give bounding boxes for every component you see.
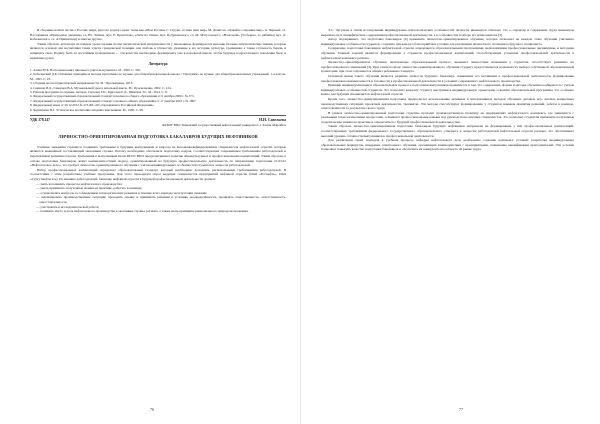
literature-item: 6. Федеральный государственный образовательный стандарт начального общего образования от 6 октября 2009 г. № 373. bbox=[30, 94, 195, 99]
list-item: — уметь применять полученные знания на практике, работать в команде; bbox=[36, 186, 143, 191]
literature-item: 3. Сборник песен патриотической направленности. М.: Просвещение, 2013. bbox=[30, 81, 134, 86]
author-name: Н.Н. Савельева bbox=[259, 118, 286, 123]
list-item: — участвовать в исследовательской работе; bbox=[36, 204, 100, 209]
list-item: — осуществлять контроль за соблюдением технологических режимов в течение всего периода эксплуатации скважин; bbox=[36, 190, 208, 195]
paragraph: Содержание подготовки бакалавров нефтегазовой отрасли определяется образовательными программами, включающими профессиональные дисциплины, и методами обучения. Главной задачей является формирование у студентов профессиональных компетенций, способствующих успешной профессиональной деятельности в нефтегазовом комплексе региона. bbox=[321, 46, 574, 60]
paragraph: Э.С. Чугунова в своём исследовании индивидуально-психологических особенностей личности инженеров отмечает, что «...характер и содержание труда инженеров выражено не в специфическом содержании профессиональной деятельности, а в особенностях подбора его компонентов» [5]. bbox=[321, 28, 574, 37]
page-number: 76 bbox=[150, 407, 154, 412]
literature-item: 2. Кабалевский Д.Б. Основные принципы и методы программы по музыке для общеобразовательной школы // Программа по музыке для общеобразовательных учреждений. 1-4 классы. М., 1995. С. 23. bbox=[30, 72, 286, 81]
page-number: 77 bbox=[459, 407, 463, 412]
literature-heading: Литература bbox=[148, 62, 168, 67]
author-affiliation: ФГБОУ ВПО Тюменский государственный нефтегазовый университет, г. Ханты-Мансийск bbox=[162, 123, 286, 128]
paragraph: Для реализации таких подходов в учебном процессе кафедры нефтегазового дела необходимо создание комплекса условий: разработка индивидуальных образовательных маршрутов, внедрение электронного обучения, организация взаимодействия с предприятиями, повышение квалификации преподавателей. Эти условия позволяют повысить качество подготовки бакалавров и обеспечить их конкурентоспособность на рынке труда. bbox=[321, 138, 574, 152]
article-header bbox=[30, 118, 286, 127]
paragraph: Принцип индивидуализации в образовательном процессе подготовки выпускников проявляется в том, что содержание, формы и методы обучения подбираются с учётом индивидуальных особенностей студентов. Это позволяет каждому студенту выстраивать индивидуальную траекторию освоения образовательной программы, что особенно важно для будущих специалистов нефтегазовой отрасли. bbox=[321, 83, 574, 97]
intro-paragraph-1: В сборнике вошли песни о России, мире, красоте родного края: темы как «Мои Россия» Г. Струве, «Слава наш мир» М. Денисон, «Давайте сохраним мир» А. Черный, сл. Н.Старикова «Природное дыхание» сл. Ю. Энтина, муз. Е. Крылатова, «Лети на птице» муз. И.Дунаевского, сл. М. Матусовского, «Наш край» (Та береза, то рябинка) муз. Д. Кабалевского, сл. А.Пришельца) и многие другие. bbox=[30, 28, 286, 42]
body-paragraph-1: Учебные заведения стремятся соединить требования к будущим выпускникам и запросы на высококвалифицированных специалистов нефтегазовой отрасли, которые являются важнейшей составляющей экономики страны. Потому необходимо обеспечить подготовку кадров, соответствующих современным требованиям работодателей и перспективам развития отрасли. Требования к выпускникам вузов ФГОС ВПО предусматривают наличие общекультурных и профессиональных компетенций. Таким образом, в основе подготовки бакалавров лежит компетентностный подход, ориентированный на будущую профессиональную деятельность по направлению подготовки 21.03.01 «Нефтегазовое дело», что требует личностно-ориентированного обучения с учётом индивидуальных особенностей студентов и запросов работодателей. bbox=[30, 144, 286, 168]
literature-item: 4. Семенов И.Д., Скворцов В.А. Музыкальный урок в начальной школе. М.: Просвещение, 2002. С. 124. bbox=[30, 85, 172, 90]
intro-paragraph-2: Таким образом, используя на каждом уроке музыки песни патриотической направленности у школьников формируются высокие базовые патриотические знания, которые являются основой для воспитания таких чувств гражданской позиции, как любовь к Отечеству, уважение к его истории, культуре, традициям, а также готовность беречь и защищать свою Родину, быть её достойным гражданином — эти качества необходимо формировать уже в начальной школе, чтобы будущее подрастающего поколения было в надёжных руках. bbox=[30, 41, 286, 60]
author-block bbox=[162, 118, 286, 127]
article-title: ЛИЧНОСТНО-ОРИЕНТИРОВАННАЯ ПОДГОТОВКА БАКАЛАВРОВ БУДУЩИХ НЕФТЯНИКОВ bbox=[58, 134, 258, 140]
requirements-list bbox=[30, 182, 286, 214]
list-item: — анализировать производственные ситуации, проводить оценку и принимать решения в условиях неопределённости, проявлять ответственность, ответственность, самостоятельность; bbox=[36, 195, 286, 204]
paragraph: Автор подчеркивает, что подготовка бакалавров [4] применять личностно-ориентированное обучение, которое позволяет на каждом этапе обучения учитывать индивидуальные особенности студентов, создавать для каждого благоприятные условия для реализации личностного потенциала будущего специалиста. bbox=[321, 37, 574, 46]
literature-item: 7. Федеральный государственный образовательный стандарт основного общего образования от 17 декабря 2010 г. № 1897. bbox=[30, 98, 197, 103]
paragraph: В рамках личностно-ориентированной подготовки студенты проходят производственную практику на предприятиях нефтегазового комплекса, где знакомятся с реальными технологическими процессами, осваивают профессиональные навыки под руководством опытных специалистов. Это позволяет студентам применить полученные теоретические знания на практике и определиться с будущей профессиональной деятельностью. bbox=[321, 110, 574, 124]
right-page bbox=[300, 0, 600, 424]
body-paragraph-2: Набор профессиональных компетенций определяет образовательный стандарт, который необходимо дополнить региональными требованиями работодателей. В соответствии с этим разработаны учебные программы. Для этого проводился опрос ведущих специалистов предприятий нефтяной отрасли (ОАО «Роснефть», ОАО «Сургутнефтегаз»). По мнению работодателей, бакалавр нефтяной отрасли в будущей профессиональной деятельности должен: bbox=[30, 167, 286, 181]
list-item: — знать и понимать процессы нефтегазового производства; bbox=[36, 181, 123, 186]
list-item: — понимать место и роль нефтегазового производства в экономике страны, региона, а также знать принципы рационального природопользования. bbox=[36, 209, 249, 214]
literature-item: 5. Рабочая программа по музыке. Авторы: Сергеева Г.П., Критская Е.Д., Шмагина Т.С. М., 2014. С. 8. bbox=[30, 89, 168, 94]
paragraph: Личностно-ориентированное обучение, включающее образовательный процесс, вызывает личностные изменения у студентов, способствует развитию их профессионального мышления [3]. При таком подходе личностно-ориентированного обучения студенту предоставляется возможность выбора собственной образовательной траектории, при этом сохраняются общие требования стандарта. bbox=[321, 60, 574, 74]
paragraph: Основной целью такого обучения является развитие личности будущего бакалавра, повышение его мотивации к профессиональной деятельности, формирование профессионально важных качеств и готовности к профессиональной деятельности в условиях современного нефтегазового производства. bbox=[321, 73, 574, 83]
literature-list bbox=[30, 68, 286, 112]
literature-item: 8. Федеральный закон от 29.12.2012 № 273-ФЗ «Об образовании в Российской Федерации». bbox=[30, 103, 155, 108]
paragraph: Кроме того, личностно-ориентированная подготовка предполагает использование активных и интерактивных методов обучения: деловых игр, анализа конкретных производственных ситуаций, проектной деятельности, тренингов. Эти методы способствуют формированию у студентов навыков принятия решений, работы в команде, ответственности за результаты своего труда. bbox=[321, 96, 574, 111]
paragraph: Таким образом, личностно-ориентированная подготовка бакалавров будущих нефтяников направлена на формирование у них профессиональных компетенций, соответствующих требованиям федерального государственного образовательного стандарта и запросам работодателей нефтегазовой отрасли региона, что обеспечивает высокий уровень готовности выпускников к профессиональной деятельности. bbox=[321, 124, 574, 138]
literature-item: 9. Чернышева Н.Г. Эстетическое воспитание младших школьников. М., 1990. С. 98. bbox=[30, 107, 144, 112]
section-divider bbox=[30, 115, 286, 116]
udk-code: УДК 378.147 bbox=[30, 118, 50, 123]
literature-item: 1. Алиев Ю.Б. Настольная книга школьного учителя-музыканта. М., 2000. С. 336. bbox=[30, 67, 141, 72]
